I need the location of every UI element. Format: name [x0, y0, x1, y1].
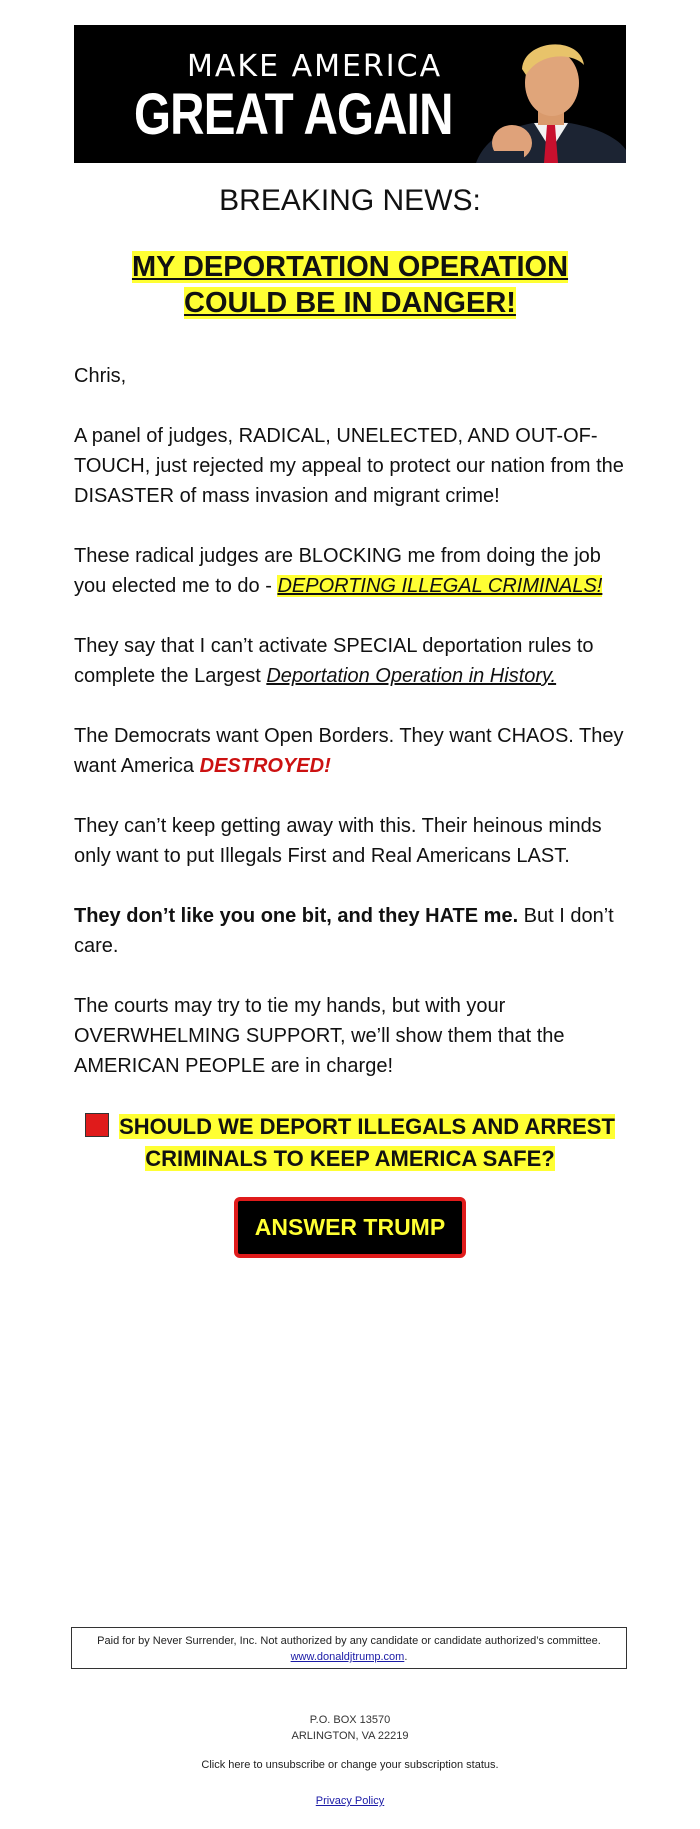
question-line1: SHOULD WE DEPORT ILLEGALS AND ARREST [119, 1114, 615, 1139]
paragraph-1: A panel of judges, RADICAL, UNELECTED, AND OUT-OF-TOUCH, just rejected my appeal to protect our nation from the DISASTER of mass invasion and migrant crime! [74, 425, 624, 507]
question-line2: CRIMINALS TO KEEP AMERICA SAFE? [145, 1146, 555, 1171]
headline-line1: MY DEPORTATION OPERATION [131, 251, 569, 283]
deporting-criminals-link[interactable]: DEPORTING ILLEGAL CRIMINALS! [277, 575, 603, 597]
answer-trump-button[interactable]: ANSWER TRUMP [234, 1197, 466, 1258]
unsubscribe-link[interactable]: Click here to unsubscribe or change your subscription status. [201, 1759, 499, 1771]
paragraph-3 [74, 631, 626, 691]
banner-title-top: MAKE AMERICA [187, 49, 443, 84]
address-line-1: P.O. BOX 13570 [309, 1714, 391, 1726]
red-square-icon [85, 1113, 109, 1137]
poll-question[interactable] [74, 1111, 626, 1175]
address-line-2: ARLINGTON, VA 22219 [291, 1730, 409, 1742]
headline [74, 249, 626, 321]
trump-portrait-image [456, 25, 626, 163]
header-banner[interactable] [74, 25, 626, 163]
paragraph-2-text: These radical judges are BLOCKING me from doing the job you elected me to do - [74, 545, 601, 597]
deportation-operation-link[interactable]: Deportation Operation in History. [266, 665, 557, 687]
cta-container [74, 1197, 626, 1258]
paragraph-6-bold: They don’t like you one bit, and they HATE me. [74, 905, 519, 927]
paragraph-7: The courts may try to tie my hands, but with your OVERWHELMING SUPPORT, we’ll show them that the AMERICAN PEOPLE are in charge! [74, 995, 565, 1077]
paragraph-5: They can’t keep getting away with this. Their heinous minds only want to put Illegals First and Real Americans LAST. [74, 815, 602, 867]
privacy-policy-container [0, 1795, 700, 1807]
paragraph-2 [74, 541, 626, 601]
paragraph-6 [74, 901, 626, 961]
paragraph-4-text: The Democrats want Open Borders. They want CHAOS. They want America [74, 725, 624, 777]
paid-for-disclaimer [71, 1627, 627, 1669]
paragraph-4 [74, 721, 626, 781]
privacy-policy-link[interactable]: Privacy Policy [315, 1795, 385, 1807]
greeting: Chris, [74, 365, 127, 387]
letter-body [74, 361, 626, 1081]
paragraph-3-text: They say that I can’t activate SPECIAL deportation rules to complete the Largest [74, 635, 594, 687]
website-link[interactable]: www.donaldjtrump.com [290, 1651, 405, 1663]
mailing-address [0, 1712, 700, 1744]
banner-title-bottom: GREAT AGAIN [134, 82, 453, 147]
paragraph-6-text: But I don’t care. [74, 905, 614, 957]
headline-line2: COULD BE IN DANGER! [184, 287, 516, 319]
disclaimer-text: Paid for by Never Surrender, Inc. Not authorized by any candidate or candidate authorized’s committee. [97, 1635, 601, 1647]
breaking-news-heading: BREAKING NEWS: [219, 184, 481, 217]
email-body [74, 0, 626, 1258]
destroyed-emphasis: DESTROYED! [199, 755, 331, 777]
website-link-period: . [404, 1651, 408, 1663]
